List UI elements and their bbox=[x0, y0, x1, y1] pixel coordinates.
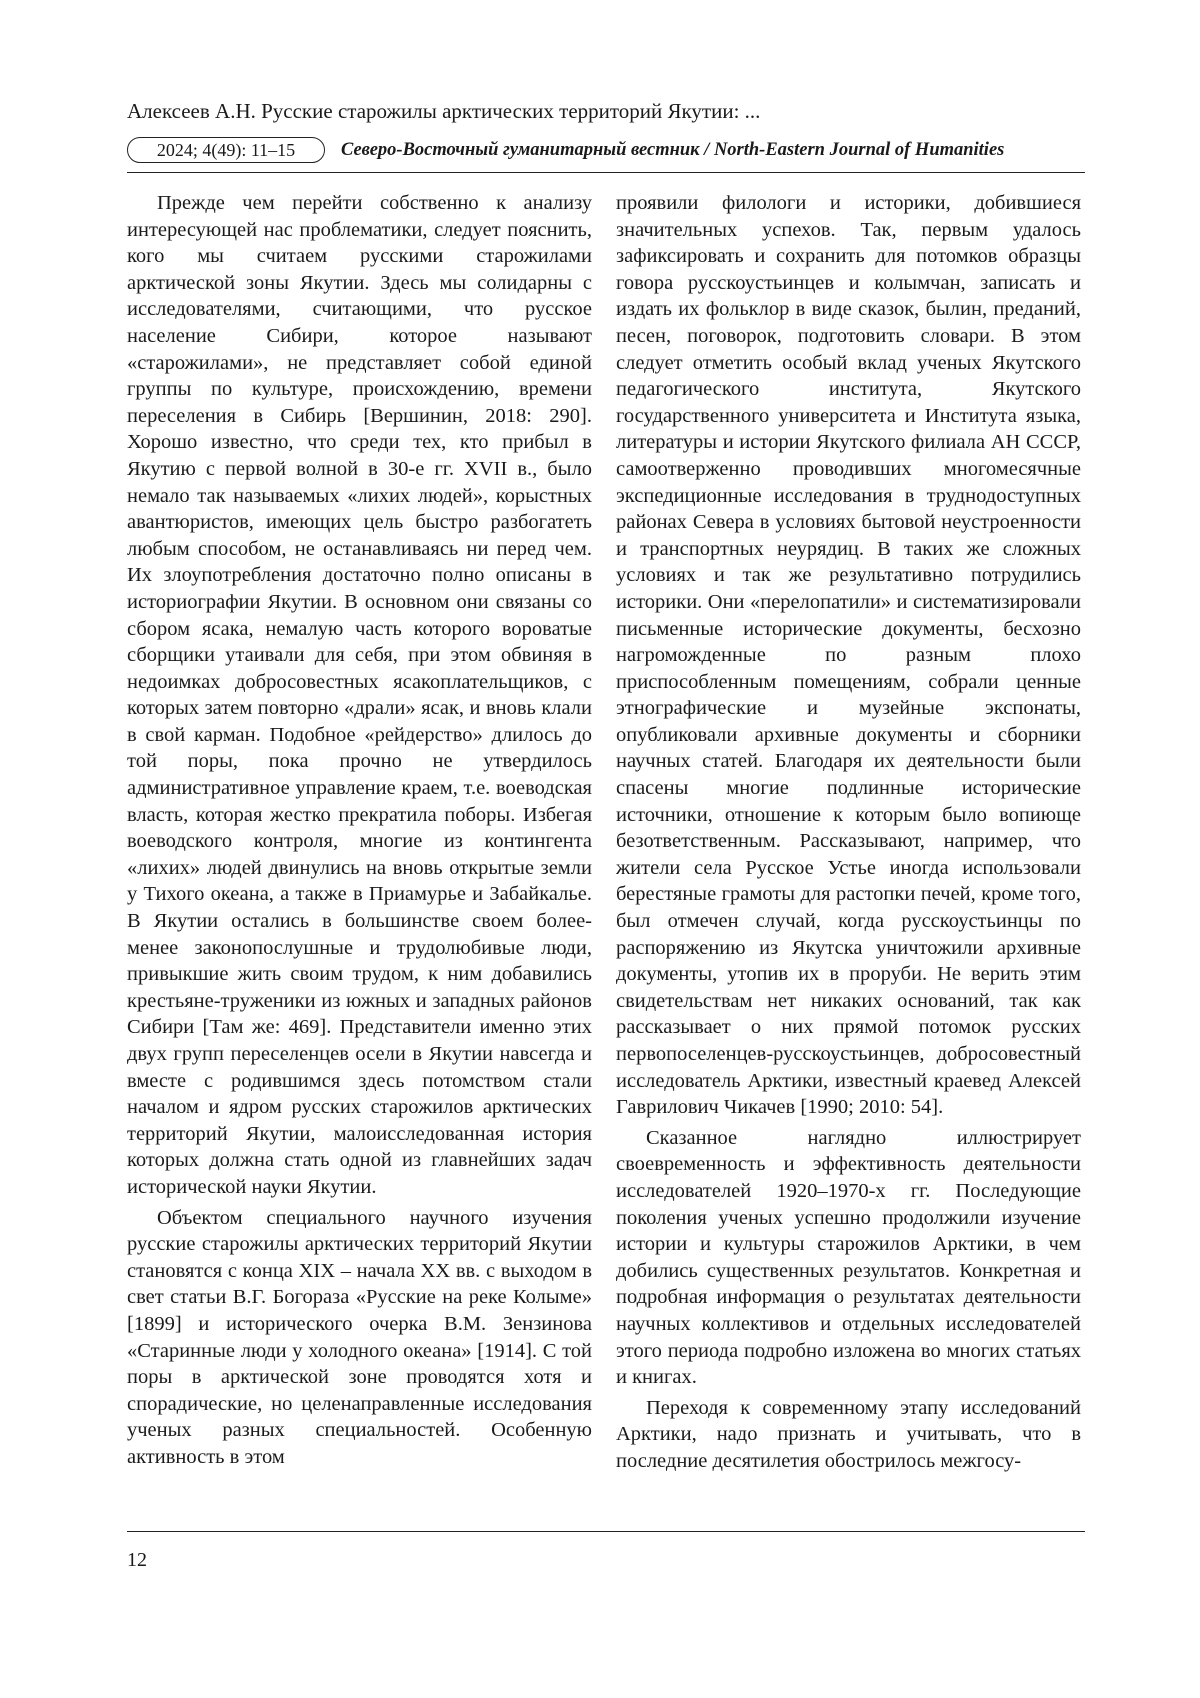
left-column bbox=[127, 190, 592, 1471]
journal-bar bbox=[127, 137, 1085, 167]
paragraph: Сказанное наглядно иллюстрирует своевременность и эффективность деятельности исследователей 1920–1970-х гг. Последующие поколения ученых успешно продолжили изучение истории и культуры старожилов Арктики, в чем добились существенных результатов. Конкретная и подробная информация о результатах деятельности научных коллективов и отдельных исследователей этого периода подробно изложена во многих статьях и книгах. bbox=[616, 1126, 1081, 1389]
footer-divider bbox=[127, 1531, 1085, 1532]
running-head: Алексеев А.Н. Русские старожилы арктических территорий Якутии: ... bbox=[127, 99, 761, 123]
paragraph: Прежде чем перейти собственно к анализу интересующей нас проблематики, следует пояснить, кого мы считаем русскими старожилами арктической зоны Якутии. Здесь мы солидарны с исследователями, считающими, что русское население Сибири, которое называют «старожилами», не представляет собой единой группы по культуре, происхождению, времени переселения в Сибирь [Вершинин, 2018: 290]. Хорошо известно, что среди тех, кто прибыл в Якутию с первой волной в 30-е гг. XVII в., было немало так называемых «лихих людей», корыстных авантюристов, имеющих цель быстро разбогатеть любым способом, не останавливаясь ни перед чем. Их злоупотребления достаточно полно описаны в историографии Якутии. В основном они связаны со сбором ясака, немалую часть которого вороватые сборщики утаивали для себя, при этом обвиняя в недоимках добросовестных ясакоплательщиков, с которых затем повторно «драли» ясак, и вновь клали в свой карман. Подобное «рейдерство» длилось до той поры, пока прочно не утвердилось административное управление краем, т.е. воеводская власть, которая жестко прекратила поборы. Избегая воеводского контроля, многие из контингента «лихих» людей двинулись на вновь открытые земли у Тихого океана, а также в Приамурье и Забайкалье. В Якутии остались в большинстве своем более-менее законопослушные и трудолюбивые люди, привыкшие жить своим трудом, к ним добавились крестьяне-труженики из южных и западных районов Сибири [Там же: 469]. Представители именно этих двух групп переселенцев осели в Якутии навсегда и вместе с родившимся здесь потомством стали началом и ядром русских старожилов арктических территорий Якутии, малоисследованная история которых должна стать одной из главнейших задач исторической науки Якутии. bbox=[127, 192, 592, 1198]
page-number: 12 bbox=[127, 1549, 147, 1571]
paragraph-continued: проявили филологи и историки, добившиеся значительных успехов. Так, первым удалось зафиксировать и сохранить для потомков образцы говора русскоустьинцев и колымчан, записать и издать их фольклор в виде сказок, былин, преданий, песен, поговорок, подготовить словари. В этом следует отметить особый вклад ученых Якутского педагогического института, Якутского государственного университета и Института языка, литературы и истории Якутского филиала АН СССР, самоотверженно проводивших многомесячные экспедиционные исследования в труднодоступных районах Севера в условиях бытовой неустроенности и транспортных неурядиц. В таких же сложных условиях и так же результативно потрудились историки. Они «перелопатили» и систематизировали письменные исторические документы, бесхозно нагроможденные по разным плохо приспособленным помещениям, собрали ценные этнографические и музейные экспонаты, опубликовали архивные документы и сборники научных статей. Благодаря их деятельности были спасены многие подлинные исторические источники, отношение к которым было вопиюще безответственным. Рассказывают, например, что жители села Русское Устье иногда использовали берестяные грамоты для растопки печей, кроме того, был отмечен случай, когда русскоустьинцы по распоряжению из Якутска уничтожили архивные документы, утопив их в проруби. Не верить этим свидетельствам нет никаких оснований, так как рассказывает о них прямой потомок русских первопоселенцев-русскоустьинцев, добросовестный исследователь Арктики, известный краевед Алексей Гаврилович Чикачев [1990; 2010: 54]. bbox=[616, 192, 1081, 1119]
journal-title: Северо-Восточный гуманитарный вестник / North-Eastern Journal of Humanities bbox=[341, 140, 1005, 160]
issue-badge: 2024; 4(49): 11–15 bbox=[127, 137, 325, 163]
right-column bbox=[616, 190, 1081, 1475]
paragraph: Объектом специального научного изучения русские старожилы арктических территорий Якутии становятся с конца XIX – начала XX вв. с выходом в свет статьи В.Г. Богораза «Русские на реке Колыме» [1899] и исторического очерка В.М. Зензинова «Старинные люди у холодного океана» [1914]. С той поры в арктической зоне проводятся хотя и спорадические, но целенаправленные исследования ученых разных специальностей. Особенную активность в этом bbox=[127, 1206, 592, 1468]
header-divider bbox=[127, 172, 1085, 173]
paragraph: Переходя к современному этапу исследований Арктики, надо признать и учитывать, что в последние десятилетия обострилось межгосу- bbox=[616, 1396, 1081, 1472]
